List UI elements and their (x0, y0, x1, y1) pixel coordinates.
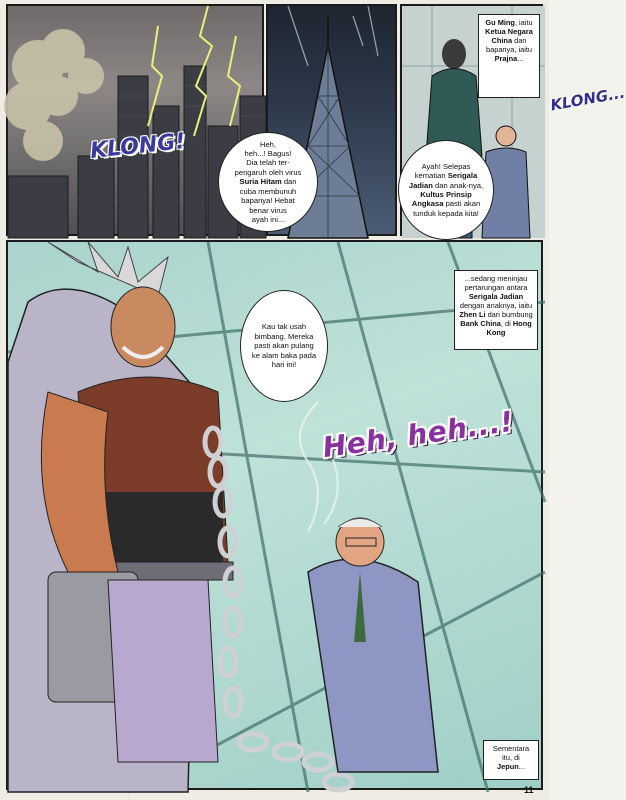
speech-bubble-ayah: Ayah! Selepas kematian Serigala Jadian dan anak-nya, Kultus Prinsip Angkasa pasti akan tunduk kepada kita! (398, 140, 494, 240)
speech-bubble-kau: Kau tak usah bimbang. Mereka pasti akan pulang ke alam baka pada hari ini! (240, 290, 328, 402)
sfx-klong-echo: KLONG... (549, 83, 626, 115)
sfx-klong: KLONG! (88, 129, 187, 164)
caption-meninjau: ...sedang meninjau pertarungan antara Serigala Jadian dengan anaknya, iaitu Zhen Li dari bumbung Bank China, di Hong Kong (454, 270, 538, 350)
caption-gu-ming: Gu Ming, iaitu Ketua Negara China dan bapanya, iaitu Prajna... (478, 14, 540, 98)
sfx-heh-heh: Heh, heh...! (320, 404, 516, 465)
caption-sementara: Sementara itu, di Jepun... (483, 740, 539, 780)
speech-bubble-heh-bagus: Heh, heh...! Bagus! Dia telah ter- pengaruh oleh virus Suria Hitam dan cuba membunuh bapanya! Hebat benar virus ayah ini... (218, 132, 318, 232)
page-number: 11 (524, 785, 534, 795)
